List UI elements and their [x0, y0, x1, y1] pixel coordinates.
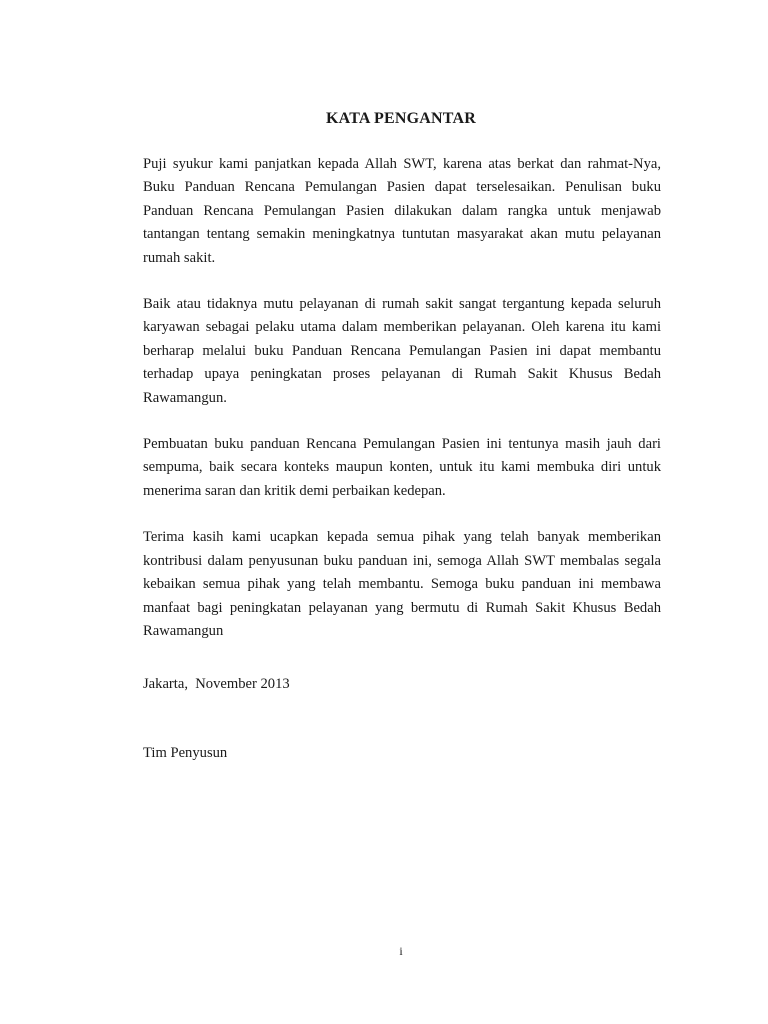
paragraph-4: Terima kasih kami ucapkan kepada semua pihak yang telah banyak memberikan kontribusi dalam penyusunan buku panduan ini, semoga Allah SWT membalas segala kebaikan semua pihak yang telah membantu. Semoga buku panduan ini membawa manfaat bagi peningkatan pelayanan yang bermutu di Rumah Sakit Khusus Bedah Rawamangun	[143, 529, 661, 639]
paragraph-1: Puji syukur kami panjatkan kepada Allah SWT, karena atas berkat dan rahmat-Nya, Buku Panduan Rencana Pemulangan Pasien dapat terselesaikan. Penulisan buku Panduan Rencana Pemulangan Pasien dilakukan dalam rangka untuk menjawab tantangan tentang semakin meningkatnya tuntutan masyarakat akan mutu pelayanan rumah sakit.	[143, 156, 661, 266]
paragraph-2: Baik atau tidaknya mutu pelayanan di rumah sakit sangat tergantung kepada seluruh karyawan sebagai pelaku utama dalam memberikan pelayanan. Oleh karena itu kami berharap melalui buku Panduan Rencana Pemulangan Pasien ini dapat membantu terhadap upaya peningkatan proses pelayanan di Rumah Sakit Khusus Bedah Rawamangun.	[143, 296, 661, 406]
page-number: i	[399, 944, 403, 958]
signature: Tim Penyusun	[143, 745, 228, 762]
document-body	[143, 153, 661, 765]
place-date: Jakarta, November 2013	[143, 676, 290, 693]
paragraph-3: Pembuatan buku panduan Rencana Pemulangan Pasien ini tentunya masih jauh dari sempuma, baik secara konteks maupun konten, untuk itu kami membuka diri untuk menerima saran dan kritik demi perbaikan kedepan.	[143, 436, 661, 499]
page-title: KATA PENGANTAR	[326, 110, 476, 127]
